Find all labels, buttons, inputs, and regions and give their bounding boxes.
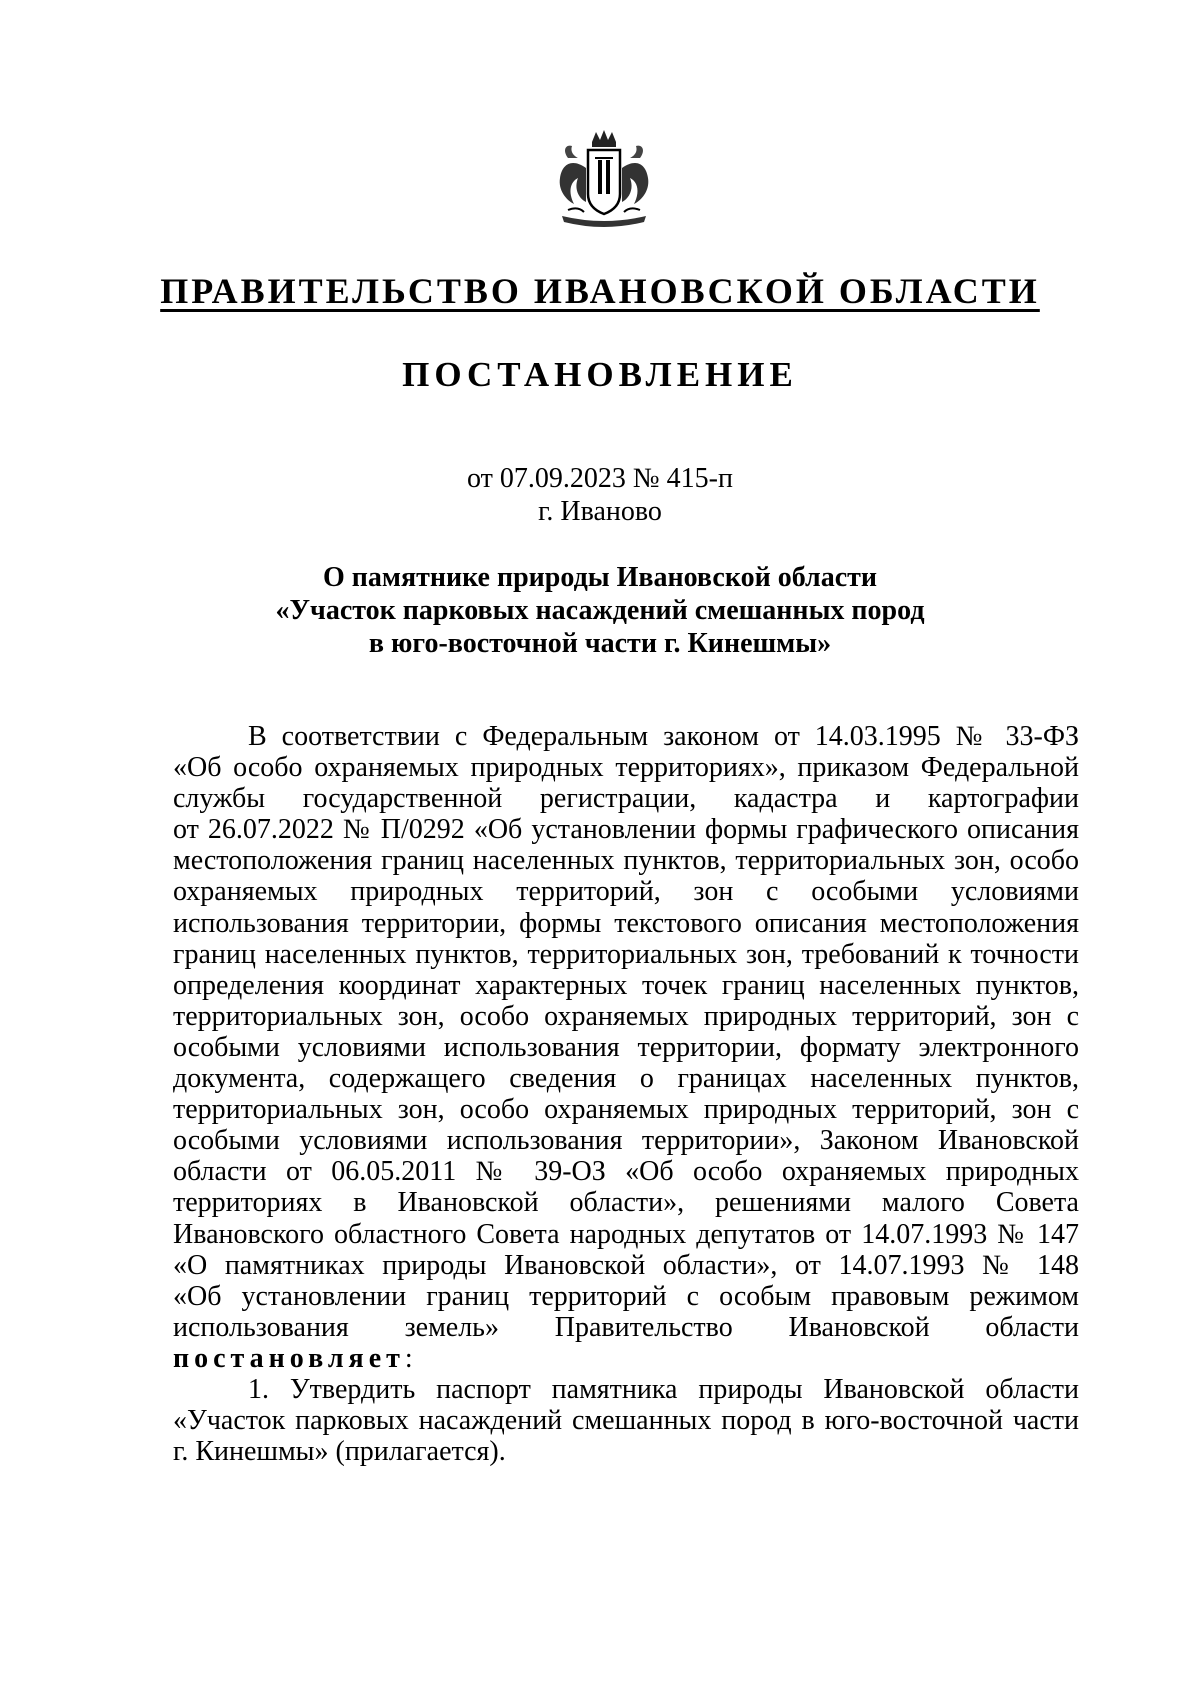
document-body [173, 721, 1079, 1467]
preamble-line: документа, содержащего сведения о границах населенных пунктов, [173, 1063, 1079, 1095]
preamble-line: «Об установлении границ территорий с особым правовым режимом [173, 1280, 1079, 1312]
preamble-line: использования земель» Правительство Ивановской области [173, 1311, 1079, 1343]
date-number: от 07.09.2023 № 415-п [467, 463, 733, 494]
subject-line: в юго-восточной части г. Кинешмы» [368, 628, 832, 659]
preamble-line: определения координат характерных точек границ населенных пунктов, [173, 969, 1079, 1001]
organization-title: ПРАВИТЕЛЬСТВО ИВАНОВСКОЙ ОБЛАСТИ [160, 271, 1040, 311]
resolves-colon: : [404, 1342, 413, 1374]
document-meta [0, 462, 1200, 528]
coat-of-arms-emblem [548, 128, 660, 232]
subject-line: «Участок парковых насаждений смешанных пород [275, 595, 925, 626]
preamble-line: особыми условиями использования территории», Законом Ивановской [173, 1125, 1079, 1157]
preamble-line: службы государственной регистрации, кадастра и картографии [173, 783, 1079, 815]
preamble-line: границ населенных пунктов, территориальных зон, требований к точности [173, 938, 1079, 970]
clause-line: 1. Утвердить паспорт памятника природы Ивановской области [248, 1373, 1079, 1405]
place: г. Иваново [538, 496, 662, 527]
subject-line: О памятнике природы Ивановской области [322, 562, 878, 593]
document-type-title: ПОСТАНОВЛЕНИЕ [402, 355, 798, 394]
preamble-line: использования территории, формы текстового описания местоположения [173, 907, 1079, 939]
preamble-line: территориях в Ивановской области», решениями малого Совета [173, 1187, 1079, 1219]
clause-line: г. Кинешмы» (прилагается). [173, 1436, 506, 1468]
preamble-line: В соответствии с Федеральным законом от 14.03.1995 № 33-ФЗ [248, 721, 1079, 752]
preamble-line: территориальных зон, особо охраняемых природных территорий, зон с [173, 1000, 1079, 1032]
preamble-line: особыми условиями использования территории, формату электронного [173, 1031, 1079, 1063]
preamble-line: охраняемых природных территорий, зон с особыми условиями [173, 876, 1079, 908]
preamble-line: «О памятниках природы Ивановской области», от 14.07.1993 № 148 [173, 1249, 1079, 1281]
resolves-line [173, 1343, 1079, 1374]
clause-line: «Участок парковых насаждений смешанных пород в юго-восточной части [173, 1405, 1079, 1437]
preamble-line: «Об особо охраняемых природных территориях», приказом Федеральной [173, 752, 1079, 784]
resolves-word: постановляет [173, 1342, 405, 1374]
preamble-line: Ивановского областного Совета народных депутатов от 14.07.1993 № 147 [173, 1218, 1079, 1250]
preamble-line: местоположения границ населенных пунктов, территориальных зон, особо [173, 845, 1079, 877]
preamble-line: области от 06.05.2011 № 39-ОЗ «Об особо охраняемых природных [173, 1156, 1079, 1188]
preamble-line: территориальных зон, особо охраняемых природных территорий, зон с [173, 1094, 1079, 1126]
document-subject [0, 561, 1200, 660]
preamble-line: от 26.07.2022 № П/0292 «Об установлении формы графического описания [173, 814, 1079, 846]
